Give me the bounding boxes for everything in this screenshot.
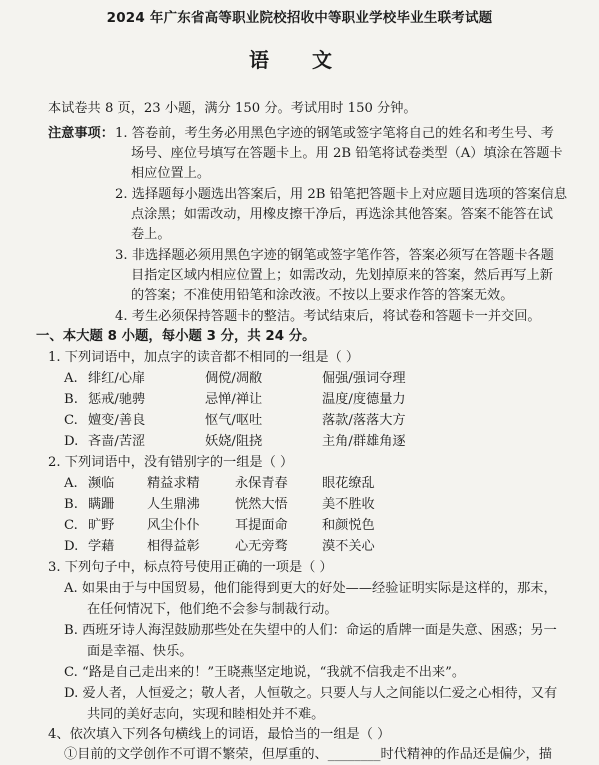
option-text: 面是幸福、快乐。	[87, 644, 193, 659]
question-3-stem: 3. 下列句子中，标点符号使用正确的一项是（ ）	[48, 560, 333, 575]
option-cell: 惩戒/驰骋	[88, 392, 146, 407]
option-cell: 心无旁骛	[235, 539, 288, 554]
option-cell: 怄气/呕吐	[205, 413, 263, 428]
option-letter: A.	[64, 476, 78, 491]
option-cell: 永保青春	[235, 476, 288, 491]
question-4-line: ①目前的文学创作不可谓不繁荣，但厚重的、________时代精神的作品还是偏少，描	[64, 747, 552, 762]
option-cell: 嬗变/善良	[88, 413, 146, 428]
option-letter: C.	[64, 413, 78, 428]
note-line: 场号、座位号填写在答题卡上。用 2B 铅笔将试卷类型（A）填涂在答题卡	[131, 146, 563, 161]
option-cell: 学藉	[88, 539, 115, 554]
question-4-stem: 4、依次填入下列各句横线上的词语，最恰当的一组是（ ）	[48, 727, 391, 742]
note-line: 相应位置上。	[131, 166, 211, 181]
note-line: 卷上。	[131, 227, 171, 242]
option-cell: 风尘仆仆	[147, 518, 200, 533]
section-heading: 一、本大题 8 小题，每小题 3 分，共 24 分。	[36, 329, 316, 344]
option-cell: 漠不关心	[322, 539, 375, 554]
option-cell: 相得益彰	[147, 539, 200, 554]
option-text: 共同的美好志向，实现和睦相处并不难。	[87, 707, 325, 722]
question-2-stem: 2. 下列词语中，没有错别字的一组是（ ）	[48, 455, 294, 470]
option-letter: D.	[64, 434, 79, 449]
option-letter: B.	[64, 497, 78, 512]
option-cell: 濒临	[88, 476, 115, 491]
option-cell: 忌惮/禅让	[205, 392, 263, 407]
note-line: 2. 选择题每小题选出答案后，用 2B 铅笔把答题卡上对应题目选项的答案信息	[115, 187, 568, 202]
option-letter: C.	[64, 518, 78, 533]
question-1-stem: 1. 下列词语中，加点字的读音都不相同的一组是（ ）	[48, 350, 360, 365]
option-cell: 人生鼎沸	[147, 497, 200, 512]
note-line: 3. 非选择题必须用黑色字迹的钢笔或签字笔作答，答案必须写在答题卡各题	[115, 248, 554, 263]
option-cell: 旷野	[88, 518, 115, 533]
option-cell: 恍然大悟	[235, 497, 288, 512]
option-cell: 吝啬/苦涩	[88, 434, 146, 449]
notes-label: 注意事项：	[48, 126, 114, 141]
option-cell: 精益求精	[147, 476, 200, 491]
option-cell: 耳提面命	[235, 518, 288, 533]
option-cell: 倜傥/凋敝	[205, 371, 263, 386]
option-cell: 倔强/强词夺理	[322, 371, 406, 386]
option-letter: D.	[64, 539, 79, 554]
option-cell: 主角/群雄角逐	[322, 434, 406, 449]
option-text: D. 爱人者，人恒爱之；敬人者，人恒敬之。只要人与人之间能以仁爱之心相待，又有	[64, 686, 558, 701]
option-cell: 瞒跚	[88, 497, 115, 512]
option-cell: 眼花缭乱	[322, 476, 375, 491]
subject-title: 语 文	[249, 48, 350, 72]
option-cell: 绯红/心扉	[88, 371, 146, 386]
option-cell: 落款/落落大方	[322, 413, 406, 428]
option-cell: 美不胜收	[322, 497, 375, 512]
option-letter: A.	[64, 371, 78, 386]
option-text: 在任何情况下，他们绝不会参与制裁行动。	[87, 602, 338, 617]
option-cell: 温度/度德量力	[322, 392, 406, 407]
note-line: 的答案；不准使用铅笔和涂改液。不按以上要求作答的答案无效。	[131, 288, 514, 303]
option-text: C. “路是自己走出来的！”王晓燕坚定地说，“我就不信我走不出来”。	[64, 665, 466, 680]
note-line: 点涂黑；如需改动，用橡皮擦干净后，再选涂其他答案。答案不能答在试	[131, 207, 553, 222]
option-letter: B.	[64, 392, 78, 407]
note-line: 1. 答卷前，考生务必用黑色字迹的钢笔或签字笔将自己的姓名和考生号、考	[115, 126, 554, 141]
intro-text: 本试卷共 8 页，23 小题，满分 150 分。考试用时 150 分钟。	[48, 101, 417, 116]
note-line: 4. 考生必须保持答题卡的整洁。考试结束后，将试卷和答题卡一并交回。	[115, 309, 541, 324]
option-cell: 和颜悦色	[322, 518, 375, 533]
option-cell: 妖娆/阻挠	[205, 434, 263, 449]
option-text: A. 如果由于与中国贸易，他们能得到更大的好处——经验证明实际是这样的，那末，	[64, 581, 557, 596]
note-line: 目指定区域内相应位置上；如需改动，先划掉原来的答案，然后再写上新	[131, 268, 553, 283]
exam-header-title: 2024 年广东省高等职业院校招收中等职业学校毕业生联考试题	[106, 10, 493, 26]
option-text: B. 西班牙诗人海涅鼓励那些处在失望中的人们：命运的盾牌一面是失意、困惑；另一	[64, 623, 557, 638]
